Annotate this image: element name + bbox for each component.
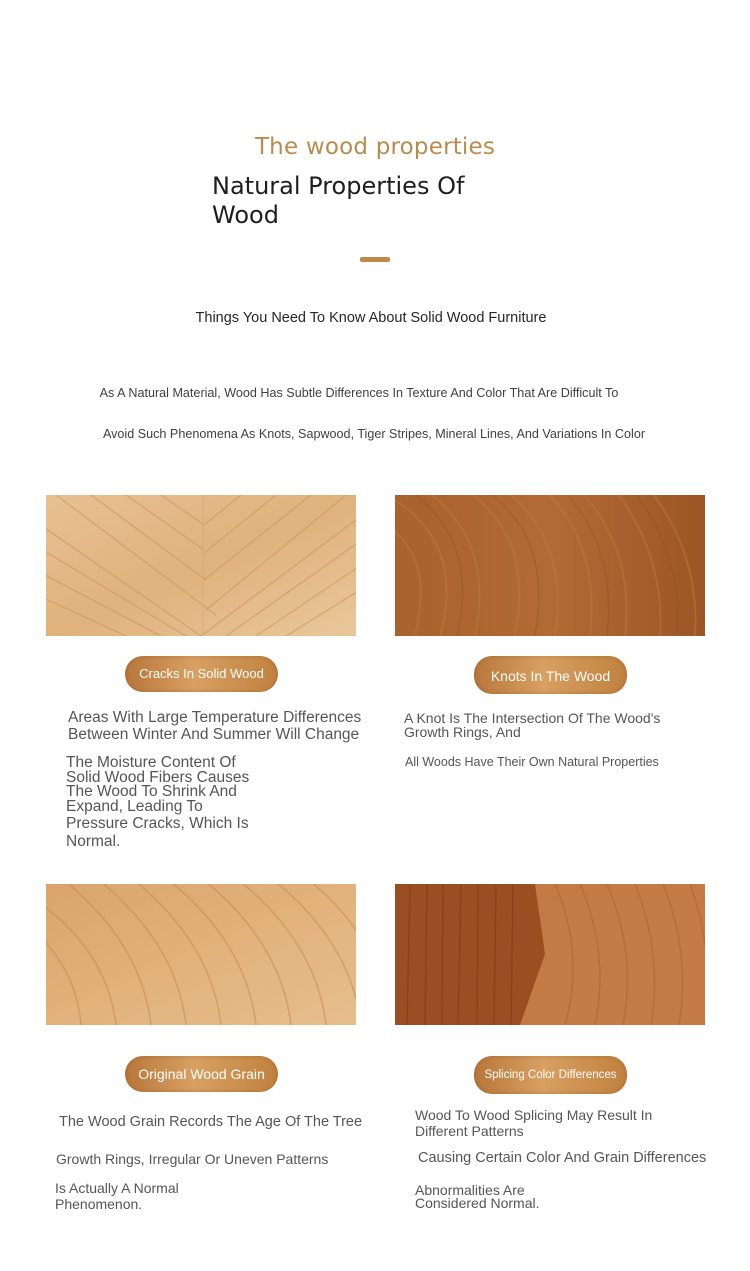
knots-label-button[interactable]: Knots In The Wood (474, 656, 627, 694)
cracks-text-2-line-6: Normal. (66, 832, 121, 850)
splicing-label-button[interactable]: Splicing Color Differences (474, 1056, 627, 1094)
grain-wood-photo (46, 884, 356, 1025)
splicing-text-3-line-2: Considered Normal. (415, 1195, 540, 1211)
subheading: Things You Need To Know About Solid Wood Furniture (195, 310, 547, 326)
intro-line-2: Avoid Such Phenomena As Knots, Sapwood, Tiger Stripes, Mineral Lines, And Variations In Color (102, 427, 646, 441)
splicing-text-1-line-1: Wood To Wood Splicing May Result In (415, 1107, 653, 1123)
page-title (212, 172, 542, 230)
knots-wood-photo (395, 495, 705, 636)
splicing-text-2: Causing Certain Color And Grain Differences (418, 1150, 707, 1166)
grain-text-3-line-1: Is Actually A Normal (55, 1180, 179, 1196)
cracks-text-1 (68, 709, 398, 743)
grain-text-2: Growth Rings, Irregular Or Uneven Patterns (56, 1151, 329, 1167)
knots-text-1 (404, 712, 714, 739)
grain-label-button[interactable]: Original Wood Grain (125, 1056, 278, 1092)
splicing-wood-photo (395, 884, 705, 1025)
cracks-wood-photo (46, 495, 356, 636)
cracks-text-2-line-5: Pressure Cracks, Which Is (66, 815, 249, 833)
splicing-text-3 (415, 1184, 615, 1210)
page-title-line-1: Natural Properties Of (212, 172, 465, 200)
cracks-text-2-line-2: Solid Wood Fibers Causes (66, 768, 250, 786)
section-tagline: The wood properties (254, 134, 496, 160)
page-title-line-2: Wood (212, 201, 279, 229)
grain-text-3-line-2: Phenomenon. (55, 1195, 143, 1212)
cracks-text-2-line-3: The Wood To Shrink And (66, 783, 237, 801)
cracks-text-1-line-2: Between Winter And Summer Will Change (68, 726, 360, 743)
splicing-text-1 (415, 1108, 715, 1139)
cracks-text-2-line-4: Expand, Leading To (66, 797, 203, 815)
cracks-text-2-line-1: The Moisture Content Of (66, 754, 236, 771)
title-divider (360, 257, 390, 262)
grain-text-1: The Wood Grain Records The Age Of The Tree (59, 1114, 363, 1130)
knots-text-1-line-2: Growth Rings, And (404, 723, 521, 740)
cracks-text-2 (66, 756, 326, 850)
splicing-text-1-line-2: Different Patterns (415, 1122, 524, 1139)
cracks-text-1-line-1: Areas With Large Temperature Differences (68, 709, 362, 726)
knots-text-1-line-1: A Knot Is The Intersection Of The Wood's (404, 710, 661, 726)
cracks-label-button[interactable]: Cracks In Solid Wood (125, 656, 278, 692)
grain-text-3 (55, 1181, 255, 1212)
knots-text-2: All Woods Have Their Own Natural Properties (405, 755, 659, 769)
splicing-text-3-line-1: Abnormalities Are (415, 1182, 525, 1198)
intro-line-1: As A Natural Material, Wood Has Subtle Differences In Texture And Color That Are Difficult To (99, 386, 619, 400)
